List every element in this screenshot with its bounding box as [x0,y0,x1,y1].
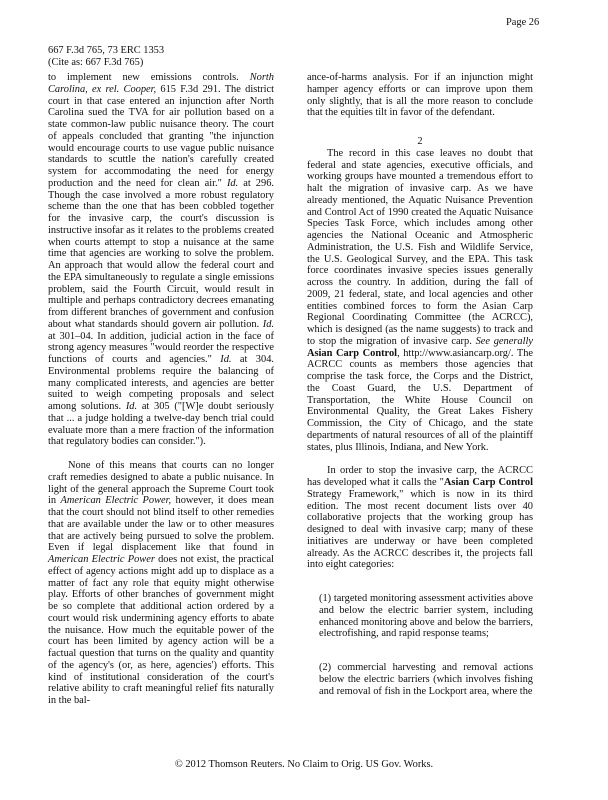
italic-citation-text: See generally [475,335,533,347]
text-segment: at 304. Environmental problems require the balancing of many complicated interests, and agencies are better suited to weigh competing proposals and select among solutions. [48,354,274,412]
citation-reporter: 667 F.3d 765, 73 ERC 1353 [48,45,165,56]
text-segment: None of this means that courts can no longer craft remedies designed to abate a public nuisance. In light of the general approach the Supreme Court took in [48,460,274,507]
text-segment: The record in this case leaves no doubt that federal and state agencies, executive officials, and working groups have mounted a tremendous effort to halt the migration of invasive carp. As we have already mentioned, the Aquatic Nuisance Prevention and Control Act of 1990 created the Aquatic Nuisance Species Task Force, which includes among other agencies the National Oceanic and Atmospheric Administration, the U.S. Fish and Wildlife Service, the U.S. Geological Survey, and the EPA. This task force coordinates invasive species issues generally across the country. In addition, during the fall of 2009, 21 federal, state, and local agencies and other entities combined forces to form the Asian Carp Regional Coordinating Committee (the ACRCC), which is designed (as the name suggests) to track and to stop the migration of invasive carp. [307,147,533,347]
italic-citation-text: Id. [220,354,232,365]
text-segment: however, it does mean that the court should not blind itself to other remedies that are available under the law or to other measures that are actively being pursued to solve the problem. Even if legal displacement like that found in [48,495,274,554]
text-segment: at 305 ("[W]e doubt seriously that ... a judge holding a twelve-day bench trial could evaluate more than a mere fraction of the information that regulatory bodies can consider."). [48,401,274,448]
text-segment: , http://www.asiancarp.org/. The ACRCC counts as members those agencies that comprise the task force, the Corps and the District, the Coast Guard, the U.S. Department of Transportation, the White House Council on Environmental Quality, the Great Lakes Fishery Commission, the City of Chicago, and the state departments of natural resources of all of the plaintiff states, plus Illinois, Indiana, and New York. [307,347,533,453]
list-item-1: (1) targeted monitoring assessment activities above and below the electric barrier system, including enhanced monitoring above and below the barriers, electrofishing, and rapid response teams; [319,593,533,640]
text-segment: at 301–04. In addition, judicial action in the face of strong agency measures "would reorder the respective functions of courts and agencies." [48,330,274,365]
left-column [48,72,274,707]
right-column [307,72,533,697]
text-segment: 615 F.3d 291. The district court in that case entered an injunction after North Carolina sued the TVA for air pollution based on a state common-law public nuisance theory. The court of appeals concluded that granting "the injunction would encourage courts to use vague public nuisance standards to scuttle the nation's carefully created system for accommodating the need for energy production and the need for clean air." [48,83,274,189]
italic-citation-text: American Electric Power, [60,495,172,507]
list-item-2: (2) commercial harvesting and removal actions below the electric barriers (which involves fishing and removal of fish in the Lockport area, where the [319,662,533,697]
text-segment: In order to stop the invasive carp, the ACRCC has developed what it calls the " [307,465,533,488]
text-segment: Strategy Framework," which is now in its third edition. The most recent document lists over 40 collaborative projects that the working group has designed to deal with invasive carp; many of these initiatives are underway or have been completed already. As the ACRCC describes it, the projects fall into eight categories: [307,488,533,571]
bold-text: Asian Carp Control [443,477,534,488]
footer-copyright: © 2012 Thomson Reuters. No Claim to Orig. US Gov. Works. [174,759,434,770]
italic-citation-text: North Carolina, ex rel. Cooper, [48,72,274,95]
bold-text: Asian Carp Control [307,347,398,359]
text-segment: to implement new emissions controls. [48,72,250,83]
italic-citation-text: American Electric Power [48,554,155,565]
right-paragraph-1 [307,148,533,454]
text-segment: at 296. Though the case involved a more robust regulatory scheme than the one that has been cobbled together for the invasive carp, the court's discussion is instructive insofar as it relates to the problems created when courts attempt to stop a nuisance at the same time that agencies are working to solve the problem. An approach that would allow the federal court and the EPA simultaneously to regulate a single emissions problem, said the Fourth Circuit, would result in multiple and perhaps contradictory decrees emanating from different branches of government and confusion about what standards should govern air pollution. [48,177,274,330]
section-number: 2 [417,136,423,147]
page-number: Page 26 [506,17,540,28]
right-continuation-paragraph: ance-of-harms analysis. For if an injunction might hamper agency efforts or can improve upon them only slightly, that is all the more reason to conclude that the equities tilt in favor of the defendant. [307,72,533,119]
right-paragraph-2 [307,465,533,571]
citation-header [48,45,164,69]
italic-citation-text: Id. [226,177,239,189]
left-paragraph-2 [48,460,274,707]
citation-cite-as: (Cite as: 667 F.3d 765) [48,57,144,68]
left-paragraph-1 [48,72,274,448]
italic-citation-text: Id. [262,318,274,330]
text-segment: does not exist, the practical effect of agency actions might add up to displace as a matter of fact any role that equity might otherwise play. Efforts of other branches of government might be so complete that additional action ordered by a court would risk undermining agency efforts to abate the nuisance. How much the equitable power of the court has been limited by agency action will be a factual question that turns on the quality and quantity of the agency's (or, as here, agencies') efforts. This kind of institutional consideration of the court's relative ability to craft meaningful relief fits naturally in the bal- [48,554,275,706]
italic-citation-text: Id. [125,401,138,412]
